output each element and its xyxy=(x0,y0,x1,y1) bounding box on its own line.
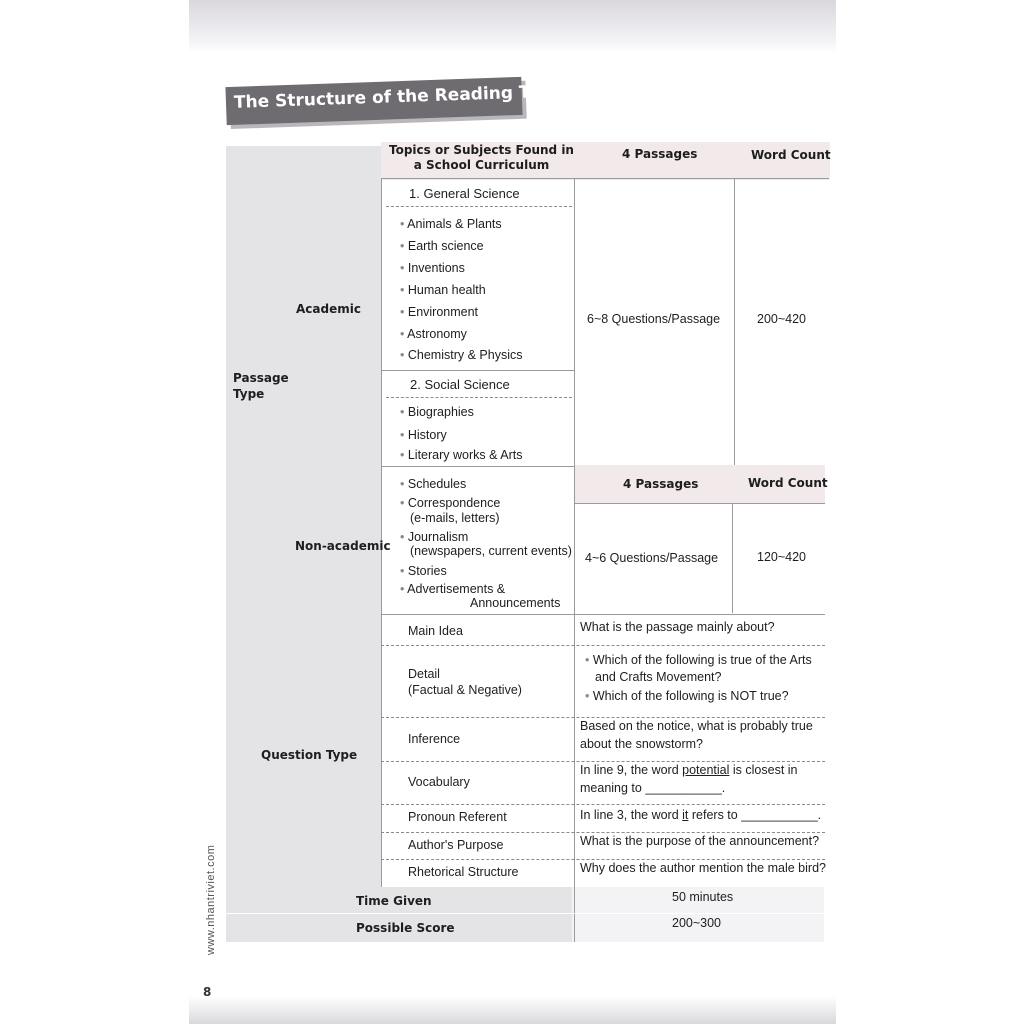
question-type-name: Main Idea xyxy=(408,624,463,638)
non-academic-questions: 4~6 Questions/Passage xyxy=(585,551,719,565)
non-academic-word-count-header: Word Count xyxy=(748,476,828,490)
academic-label: Academic xyxy=(296,302,361,316)
non-academic-passages-header: 4 Passages xyxy=(623,477,699,491)
topic-item: • Human health xyxy=(400,282,486,299)
divider xyxy=(732,503,733,613)
divider xyxy=(574,503,825,504)
header-topics-line: a School Curriculum xyxy=(413,158,550,172)
page-bottom-shadow xyxy=(189,996,836,1024)
header-topics xyxy=(384,143,579,173)
right-margin xyxy=(836,0,1024,1024)
question-example: meaning to ___________. xyxy=(580,781,726,795)
example-text: refers to ___________. xyxy=(688,808,822,822)
question-type-name: Inference xyxy=(408,732,461,746)
topic-item: • Chemistry & Physics xyxy=(400,347,522,364)
question-type-name: Vocabulary xyxy=(408,775,470,789)
header-word-count: Word Count xyxy=(751,148,831,162)
social-science-heading: 2. Social Science xyxy=(410,377,510,392)
question-type-name: (Factual & Negative) xyxy=(408,683,522,697)
question-example: • Which of the following is true of the Arts xyxy=(585,652,812,669)
academic-word-count: 200~420 xyxy=(757,312,807,326)
question-example: What is the passage mainly about? xyxy=(580,620,775,634)
divider xyxy=(381,804,825,805)
topic-item: • Schedules xyxy=(400,476,466,493)
general-science-heading: 1. General Science xyxy=(409,186,520,201)
topic-item: • Inventions xyxy=(400,260,465,277)
question-example: • Which of the following is NOT true? xyxy=(585,688,789,705)
non-academic-word-count: 120~420 xyxy=(757,550,807,564)
divider xyxy=(381,178,382,887)
question-example: Why does the author mention the male bird? xyxy=(580,861,826,875)
topic-item-note: Announcements xyxy=(470,596,561,610)
topic-item: • Biographies xyxy=(400,404,474,421)
divider xyxy=(381,614,825,615)
divider xyxy=(386,206,572,207)
page-top-shadow xyxy=(189,0,836,52)
question-type-label: Question Type xyxy=(261,748,358,762)
section-title: The Structure of the Reading Test xyxy=(233,81,559,113)
topic-item: • Literary works & Arts xyxy=(400,447,522,464)
question-example: about the snowstorm? xyxy=(580,737,703,751)
example-word: it xyxy=(682,808,689,822)
topic-item-note: (e-mails, letters) xyxy=(410,511,500,525)
topic-item: • Advertisements & xyxy=(400,581,505,598)
academic-questions: 6~8 Questions/Passage xyxy=(587,312,721,326)
divider xyxy=(386,397,572,398)
possible-score-label: Possible Score xyxy=(356,921,455,935)
header-topics-line: Topics or Subjects Found in xyxy=(389,143,574,157)
divider xyxy=(381,645,825,646)
passage-type-label: Passage xyxy=(233,371,289,385)
divider xyxy=(381,178,829,179)
topic-item: • Correspondence xyxy=(400,495,500,512)
question-example: What is the purpose of the announcement? xyxy=(580,834,820,848)
example-text: In line 3, the word xyxy=(580,808,683,822)
topic-item: • Stories xyxy=(400,563,447,580)
time-given-label: Time Given xyxy=(356,894,432,908)
question-type-name: Author's Purpose xyxy=(408,838,504,852)
example-text: is closest in xyxy=(729,763,798,777)
example-text: In line 9, the word xyxy=(580,763,683,777)
page-number: 8 xyxy=(203,985,212,999)
topic-item: • History xyxy=(400,427,447,444)
left-margin xyxy=(0,0,189,1024)
divider xyxy=(226,913,824,914)
question-example xyxy=(580,762,798,779)
topic-item: • Animals & Plants xyxy=(400,216,502,233)
header-passages: 4 Passages xyxy=(622,147,698,161)
question-example xyxy=(580,807,821,824)
non-academic-label: Non-academic xyxy=(295,539,391,553)
possible-score-value: 200~300 xyxy=(672,916,722,930)
example-word: potential xyxy=(682,763,730,777)
divider xyxy=(574,178,575,942)
question-type-name: Rhetorical Structure xyxy=(408,865,519,879)
divider xyxy=(381,370,574,371)
question-example: Based on the notice, what is probably true xyxy=(580,719,813,733)
topic-item-note: (newspapers, current events) xyxy=(410,544,572,558)
watermark: www.nhantriviet.com xyxy=(205,844,217,955)
question-type-name: Pronoun Referent xyxy=(408,810,507,824)
time-given-value: 50 minutes xyxy=(672,890,734,904)
topic-item: • Earth science xyxy=(400,238,484,255)
topic-item: • Environment xyxy=(400,304,478,321)
topic-item: • Journalism xyxy=(400,529,468,546)
question-example: and Crafts Movement? xyxy=(595,670,722,684)
question-type-name: Detail xyxy=(408,667,440,681)
topic-item: • Astronomy xyxy=(400,326,467,343)
divider xyxy=(734,178,735,465)
divider xyxy=(381,466,574,467)
passage-type-label: Type xyxy=(233,387,265,401)
